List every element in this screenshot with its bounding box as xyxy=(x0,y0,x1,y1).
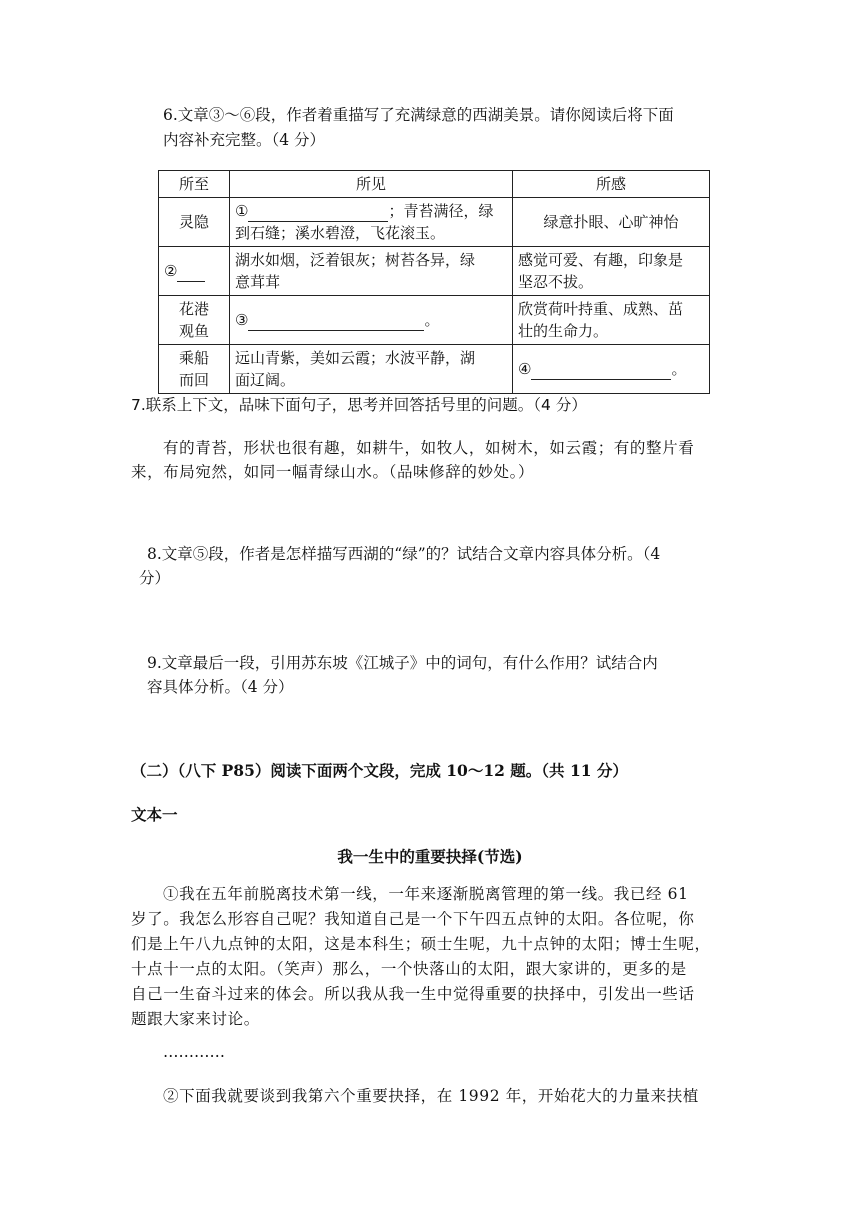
header-place: 所至 xyxy=(159,171,230,198)
q8-prompt-line2: 分） xyxy=(139,569,171,587)
table-row xyxy=(159,198,710,247)
q8-prompt-line1: 8.文章⑤段，作者是怎样描写西湖的“绿”的？试结合文章内容具体分析。（4 xyxy=(147,545,661,563)
para1-line6: 题跟大家来讨论。 xyxy=(131,1010,260,1028)
q9-prompt-line2: 容具体分析。（4 分） xyxy=(147,678,294,696)
felt-cell xyxy=(513,296,710,345)
ellipsis: ………… xyxy=(163,1043,225,1061)
para1-line2: 岁了。我怎么形容自己呢？我知道自己是一个下午四五点钟的太阳。各位呢，你 xyxy=(131,910,695,928)
q7-quote-line2: 来，布局宛然，如同一幅青绿山水。（品味修辞的妙处。） xyxy=(131,463,535,481)
place-cell xyxy=(159,247,230,296)
answer-blank-4[interactable] xyxy=(531,361,671,380)
q9-prompt-line1: 9.文章最后一段，引用苏东坡《江城子》中的词句，有什么作用？试结合内 xyxy=(147,654,658,672)
place-line2: 而回 xyxy=(178,371,209,389)
q6-prompt-line2: 内容补充完整。（4 分） xyxy=(163,131,326,149)
para2-line1: ②下面我就要谈到我第六个重要抉择，在 1992 年，开始花大的力量来扶植 xyxy=(163,1087,699,1105)
seen-text-line1: 湖水如烟，泛着银灰；树苔各异，绿 xyxy=(235,251,476,269)
header-seen: 所见 xyxy=(230,171,513,198)
felt-text-line1: 感觉可爱、有趣，印象是 xyxy=(518,251,684,269)
felt-cell: 绿意扑眼、心旷神怡 xyxy=(513,198,710,247)
seen-text-line2: 到石缝；溪水碧澄，飞花滚玉。 xyxy=(235,224,446,242)
seen-cell xyxy=(230,198,513,247)
seen-text: ；青苔满径，绿 xyxy=(388,202,494,220)
q7-prompt: 7.联系上下文，品味下面句子，思考并回答括号里的问题。（4 分） xyxy=(131,396,587,414)
seen-text: 。 xyxy=(424,311,440,329)
header-felt: 所感 xyxy=(513,171,710,198)
place-cell xyxy=(159,296,230,345)
place-line2: 观鱼 xyxy=(178,322,209,340)
q7-quote-line1: 有的青苔，形状也很有趣，如耕牛，如牧人，如树木，如云霞；有的整片看 xyxy=(163,439,695,457)
seen-cell xyxy=(230,296,513,345)
answer-blank-2[interactable] xyxy=(177,263,205,282)
seen-text-line1: 远山青紫，美如云霞；水波平静，湖 xyxy=(235,349,476,367)
answer-blank-3[interactable] xyxy=(248,312,424,331)
blank-number: ④ xyxy=(518,360,532,378)
felt-text-line1: 欣赏荷叶持重、成熟、茁 xyxy=(518,300,684,318)
blank-number: ③ xyxy=(235,311,249,329)
para1-line1: ①我在五年前脱离技术第一线，一年来逐渐脱离管理的第一线。我已经 61 xyxy=(163,885,689,903)
section-heading: （二）（八下 P85）阅读下面两个文段，完成 10～12 题。（共 11 分） xyxy=(131,761,628,780)
felt-cell xyxy=(513,247,710,296)
seen-text-line2: 意茸茸 xyxy=(235,273,281,291)
table-header-row xyxy=(159,171,710,198)
blank-number: ② xyxy=(164,262,178,280)
article-title: 我一生中的重要抉择(节选) xyxy=(337,847,523,866)
text-label: 文本一 xyxy=(131,805,178,824)
answer-blank-1[interactable] xyxy=(248,203,388,222)
place-cell: 灵隐 xyxy=(159,198,230,247)
seen-cell xyxy=(230,247,513,296)
felt-cell xyxy=(513,345,710,394)
table-row xyxy=(159,296,710,345)
para1-line3: 们是上午八九点钟的太阳，这是本科生；硕士生呢，九十点钟的太阳；博士生呢， xyxy=(131,935,711,953)
q6-prompt-line1: 6.文章③～⑥段，作者着重描写了充满绿意的西湖美景。请你阅读后将下面 xyxy=(163,106,674,124)
para1-line5: 自己一生奋斗过来的体会。所以我从我一生中觉得重要的抉择中，引发出一些话 xyxy=(131,985,695,1003)
blank-number: ① xyxy=(235,202,249,220)
place-line1: 乘船 xyxy=(178,349,209,367)
table-row xyxy=(159,247,710,296)
felt-text: 。 xyxy=(671,360,687,378)
felt-text-line2: 坚忍不拔。 xyxy=(518,273,594,291)
place-cell xyxy=(159,345,230,394)
q6-table xyxy=(158,170,710,394)
para1-line4: 十点十一点的太阳。（笑声）那么，一个快落山的太阳，跟大家讲的，更多的是 xyxy=(131,960,687,978)
felt-text-line2: 壮的生命力。 xyxy=(518,322,609,340)
place-line1: 花港 xyxy=(178,300,209,318)
seen-cell xyxy=(230,345,513,394)
table-row xyxy=(159,345,710,394)
seen-text-line2: 面辽阔。 xyxy=(235,371,296,389)
